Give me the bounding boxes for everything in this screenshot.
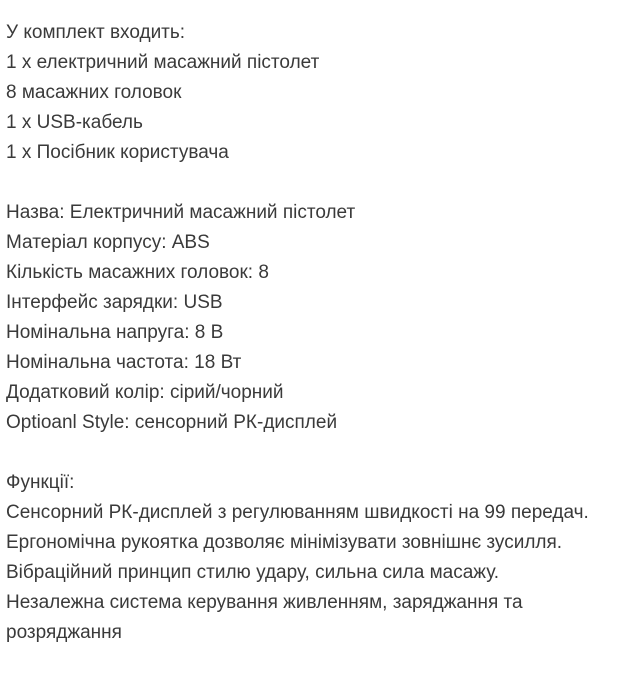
function-item: Незалежна система керування живленням, заряджання та розряджання bbox=[6, 592, 523, 643]
kit-heading: У комплект входить: bbox=[6, 22, 186, 43]
functions-heading: Функції: bbox=[6, 472, 75, 493]
spec-head-count: Кількість масажних головок: 8 bbox=[6, 262, 269, 283]
section-spacer bbox=[6, 168, 632, 198]
spec-frequency: Номінальна частота: 18 Вт bbox=[6, 352, 242, 373]
kit-item: 1 x USB-кабель bbox=[6, 112, 143, 133]
spec-color: Додатковий колір: сірий/чорний bbox=[6, 382, 284, 403]
spec-charging-interface: Інтерфейс зарядки: USB bbox=[6, 292, 223, 313]
section-spacer bbox=[6, 438, 632, 468]
function-item: Ергономічна рукоятка дозволяє мінімізувати зовнішнє зусилля. bbox=[6, 532, 563, 553]
specifications-section bbox=[6, 198, 632, 438]
spec-name: Назва: Електричний масажний пістолет bbox=[6, 202, 356, 223]
spec-style: Optioanl Style: сенсорний РК-дисплей bbox=[6, 412, 338, 433]
kit-item: 8 масажних головок bbox=[6, 82, 182, 103]
kit-item: 1 x електричний масажний пістолет bbox=[6, 52, 320, 73]
function-item: Вібраційний принцип стилю удару, сильна сила масажу. bbox=[6, 562, 500, 583]
kit-item: 1 x Посібник користувача bbox=[6, 142, 229, 163]
spec-material: Матеріал корпусу: ABS bbox=[6, 232, 210, 253]
spec-voltage: Номінальна напруга: 8 В bbox=[6, 322, 224, 343]
functions-section bbox=[6, 468, 632, 648]
function-item: Сенсорний РК-дисплей з регулюванням швидкості на 99 передач. bbox=[6, 502, 589, 523]
kit-contents-section bbox=[6, 18, 632, 168]
